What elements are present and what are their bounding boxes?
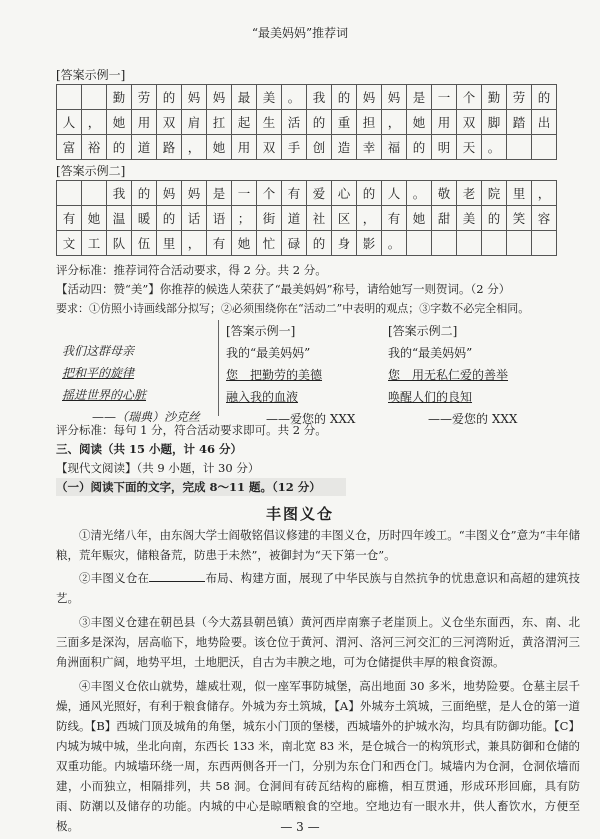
grid-cell: 心 xyxy=(332,181,357,206)
section-three-heading: 三、阅读（共 15 小题，计 46 分） xyxy=(56,442,243,456)
grid-cell: 道 xyxy=(132,135,157,160)
grid-cell: 里 xyxy=(157,231,182,256)
grid-cell: 的 xyxy=(332,85,357,110)
grid-cell: 最 xyxy=(232,85,257,110)
grid-cell: ； xyxy=(232,206,257,231)
grid-cell: 区 xyxy=(332,206,357,231)
page-number: — 3 — xyxy=(280,820,320,834)
grid-cell: 劳 xyxy=(132,85,157,110)
grid-cell: 脚 xyxy=(482,110,507,135)
grid-cell: 容 xyxy=(532,206,557,231)
grid-cell xyxy=(482,231,507,256)
grid-cell: 妈 xyxy=(157,181,182,206)
grid-cell: 的 xyxy=(357,181,382,206)
example2-label: [答案示例二] xyxy=(56,164,126,178)
grid-cell xyxy=(532,135,557,160)
grid-cell: 的 xyxy=(132,181,157,206)
grading-standard-1: 评分标准：推荐词符合活动要求，得 2 分。共 2 分。 xyxy=(56,263,327,277)
article-title: 丰图义仓 xyxy=(265,505,334,523)
grid-cell: 天 xyxy=(457,135,482,160)
grid-cell xyxy=(507,231,532,256)
grid-cell: 队 xyxy=(107,231,132,256)
grid-cell: 有 xyxy=(207,231,232,256)
grid-cell: 幸 xyxy=(357,135,382,160)
grid-cell: 敬 xyxy=(432,181,457,206)
grid-cell: 社 xyxy=(307,206,332,231)
grid-cell: 的 xyxy=(157,85,182,110)
paragraph-1: ①清光绪八年，由东阁大学士阎敬铭倡议修建的丰图义仓，历时四年竣工。“丰图义仓”意为“丰年储粮，荒年赈灾，储粮备荒，防患于未然”，被御封为“天下第一仓”。 xyxy=(56,528,580,562)
grid-cell xyxy=(507,135,532,160)
grid-cell xyxy=(82,181,107,206)
paragraph-2: ②丰图义仓在 布局、构建方面，展现了中华民族与自然抗争的忧患意识和高超的建筑技艺。 xyxy=(56,571,580,605)
grid-cell: 双 xyxy=(457,110,482,135)
grid-cell: 院 xyxy=(482,181,507,206)
sample-signature: ——爱您的 XXX xyxy=(266,412,356,426)
grid-cell: 造 xyxy=(332,135,357,160)
grid-cell: 富 xyxy=(57,135,82,160)
grid-cell: ， xyxy=(182,231,207,256)
grid-cell: 她 xyxy=(207,135,232,160)
sample-line: 我的“最美妈妈” xyxy=(388,346,473,360)
grid-cell: 身 xyxy=(332,231,357,256)
grid-cell xyxy=(57,181,82,206)
grid-cell: 活 xyxy=(282,110,307,135)
grid-cell: 话 xyxy=(182,206,207,231)
grid-cell: 一 xyxy=(232,181,257,206)
grid-cell: 妈 xyxy=(182,85,207,110)
grid-cell: 工 xyxy=(82,231,107,256)
grid-row xyxy=(57,85,557,110)
grid-cell: ， xyxy=(82,110,107,135)
grid-cell: 明 xyxy=(432,135,457,160)
grid-cell xyxy=(407,231,432,256)
poem-line-underlined: 摇进世界的心脏 xyxy=(62,388,147,402)
modern-reading-heading: 【现代文阅读】（共 9 小题，计 30 分） xyxy=(56,461,260,475)
grid-cell: 她 xyxy=(232,231,257,256)
grid-cell: 有 xyxy=(57,206,82,231)
grid-cell: 老 xyxy=(457,181,482,206)
grid-cell: 我 xyxy=(307,85,332,110)
part-one-heading: （一）阅读下面的文字，完成 8～11 题。（12 分） xyxy=(56,480,321,494)
sample-label: [答案示例一] xyxy=(226,324,296,338)
grid-cell: 文 xyxy=(57,231,82,256)
grid-cell: ， xyxy=(532,181,557,206)
grid-cell: 个 xyxy=(457,85,482,110)
grid-cell: 甜 xyxy=(432,206,457,231)
grid-cell: ， xyxy=(357,206,382,231)
grid-cell: 。 xyxy=(407,181,432,206)
grid-cell: 踏 xyxy=(507,110,532,135)
grid-cell xyxy=(457,231,482,256)
grid-cell: 创 xyxy=(307,135,332,160)
grid-cell: 温 xyxy=(107,206,132,231)
grid-cell: 爱 xyxy=(307,181,332,206)
grid-cell: 妈 xyxy=(207,85,232,110)
grid-row xyxy=(57,206,557,231)
sample-label: [答案示例二] xyxy=(388,324,458,338)
grid-cell: 生 xyxy=(257,110,282,135)
grid-cell: 起 xyxy=(232,110,257,135)
grid-cell: 劳 xyxy=(507,85,532,110)
grid-cell: 语 xyxy=(207,206,232,231)
grid-cell: 美 xyxy=(257,85,282,110)
grid-cell: 双 xyxy=(257,135,282,160)
sample-line: 您 把勤劳的美德 xyxy=(226,368,323,382)
activity-four-prompt: 【活动四：赞“美”】你推荐的候选人荣获了“最美妈妈”称号，请给她写一则贺词。（2 分） xyxy=(56,282,511,296)
example1-grid xyxy=(56,84,557,160)
grid-cell: 。 xyxy=(382,231,407,256)
fill-in-blank xyxy=(149,571,205,582)
sample-line: 唤醒人们的良知 xyxy=(388,390,473,404)
grid-cell: 的 xyxy=(532,85,557,110)
grid-cell: 的 xyxy=(307,110,332,135)
grid-cell: 碌 xyxy=(282,231,307,256)
grading-standard-2: 评分标准：每句 1 分，符合活动要求即可。共 2 分。 xyxy=(56,423,327,437)
grid-cell: 是 xyxy=(407,85,432,110)
grid-cell: 街 xyxy=(257,206,282,231)
grid-cell: 肩 xyxy=(182,110,207,135)
grid-cell: 的 xyxy=(482,206,507,231)
column-divider xyxy=(218,320,219,416)
paragraph-4: ④丰图义仓依山就势，雄威壮观，似一座军事防城堡，高出地面 30 多米，地势险要。仓墓主层千燥，通风光照好，有利于粮食储存。外城为夯土筑城，【A】外城夯土筑城，三面绝壁，是人仓的第一道防线。【B】西城门顶及城角的角堡，城东小门顶的堡楼，西城墙外的护城水沟，均具有防御功能。【C】内城为城中城，坐北向南，东西长 133 米，南北宽 83 米，是仓城合一的构筑形式，兼具防御和仓储的双重功能。内城墙环绕一周，东西两侧各开一门，分别为东仓门和西仓门。城墙内为仓洞，仓洞依墙而建，小而独立，相隔排列，共 58 洞。仓洞间有砖瓦结构的廊檐，相互贯通，形成环形回廊，具有防雨、防潮以及储存的功能。内城的中心是晾晒粮食的空地。空地边有一眼水井，供人畜饮水，方便至极。 xyxy=(56,679,580,833)
grid-cell: 用 xyxy=(132,110,157,135)
grid-cell: 里 xyxy=(507,181,532,206)
grid-cell: 影 xyxy=(357,231,382,256)
sample-answer-2 xyxy=(388,320,517,430)
grid-cell: 个 xyxy=(257,181,282,206)
page-title: “最美妈妈”推荐词 xyxy=(251,26,349,40)
grid-cell xyxy=(432,231,457,256)
grid-cell: 勤 xyxy=(107,85,132,110)
sample-signature: ——爱您的 XXX xyxy=(428,412,518,426)
grid-cell xyxy=(82,85,107,110)
grid-cell: 用 xyxy=(432,110,457,135)
grid-cell: 人 xyxy=(57,110,82,135)
grid-cell: 她 xyxy=(407,110,432,135)
grid-cell: 的 xyxy=(407,135,432,160)
grid-cell: ， xyxy=(182,135,207,160)
grid-cell: 她 xyxy=(407,206,432,231)
grid-row xyxy=(57,231,557,256)
grid-row xyxy=(57,135,557,160)
grid-cell: 人 xyxy=(382,181,407,206)
grid-cell: 手 xyxy=(282,135,307,160)
sample-line: 您 用无私仁爱的善举 xyxy=(388,368,509,382)
grid-cell: 担 xyxy=(357,110,382,135)
grid-cell: 的 xyxy=(307,231,332,256)
poem-line-underlined: 把和平的旋律 xyxy=(62,366,135,380)
grid-cell: 重 xyxy=(332,110,357,135)
example2-grid xyxy=(56,180,557,256)
grid-cell: 福 xyxy=(382,135,407,160)
grid-cell: 裕 xyxy=(82,135,107,160)
grid-cell: 。 xyxy=(482,135,507,160)
grid-cell: 双 xyxy=(157,110,182,135)
grid-cell: 有 xyxy=(382,206,407,231)
grid-cell: 是 xyxy=(207,181,232,206)
poem xyxy=(62,340,200,428)
grid-cell: 的 xyxy=(157,206,182,231)
grid-row xyxy=(57,181,557,206)
grid-cell: 出 xyxy=(532,110,557,135)
grid-cell: 妈 xyxy=(382,85,407,110)
poem-author: ——（瑞典）沙克丝 xyxy=(92,410,201,424)
grid-cell: 一 xyxy=(432,85,457,110)
grid-cell: 妈 xyxy=(182,181,207,206)
grid-cell: 暖 xyxy=(132,206,157,231)
grid-cell: 用 xyxy=(232,135,257,160)
grid-row xyxy=(57,110,557,135)
grid-cell: 笑 xyxy=(507,206,532,231)
grid-cell: 她 xyxy=(107,110,132,135)
example1-label: [答案示例一] xyxy=(56,68,126,82)
grid-cell: 我 xyxy=(107,181,132,206)
grid-cell: 。 xyxy=(282,85,307,110)
grid-cell: 有 xyxy=(282,181,307,206)
grid-cell xyxy=(532,231,557,256)
sample-line: 我的“最美妈妈” xyxy=(226,346,311,360)
grid-cell: 勤 xyxy=(482,85,507,110)
sample-answer-1 xyxy=(226,320,355,430)
grid-cell: 道 xyxy=(282,206,307,231)
grid-cell: 美 xyxy=(457,206,482,231)
grid-cell: 她 xyxy=(82,206,107,231)
grid-cell: 伍 xyxy=(132,231,157,256)
grid-cell: 忙 xyxy=(257,231,282,256)
paragraph-3: ③丰图义仓建在朝邑县（今大荔县朝邑镇）黄河西岸南寨子老崖顶上。义仓坐东面西，东、南、北三面多是深沟，居高临下，地势险要。该仓位于黄河、渭河、洛河三河交汇的三河湾附近，黄洛渭河三角洲面积广阔，地势平坦，土地肥沃，自古为丰腴之地，可为仓储提供丰厚的粮食资源。 xyxy=(56,615,580,669)
grid-cell: 扛 xyxy=(207,110,232,135)
sample-line: 融入我的血液 xyxy=(226,390,299,404)
grid-cell: 路 xyxy=(157,135,182,160)
grid-cell: 的 xyxy=(107,135,132,160)
activity-requirement: 要求：①仿照小诗画线部分拟写；②必须围绕你在“活动二”中表明的观点；③字数不必完全相同。 xyxy=(56,302,530,315)
grid-cell: ， xyxy=(382,110,407,135)
grid-cell: 妈 xyxy=(357,85,382,110)
poem-line: 我们这群母亲 xyxy=(62,344,135,358)
grid-cell xyxy=(57,85,82,110)
